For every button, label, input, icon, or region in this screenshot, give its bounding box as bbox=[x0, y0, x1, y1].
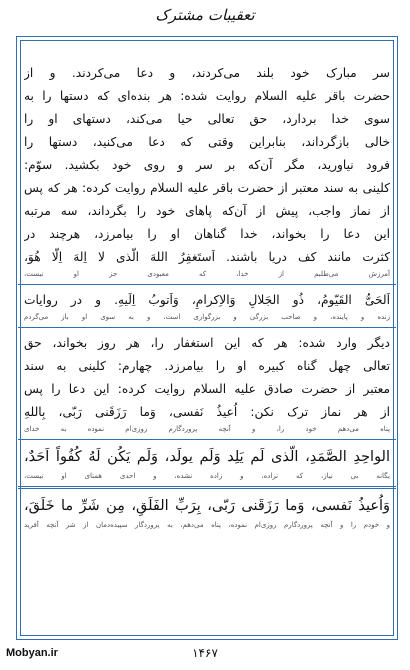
translation-gloss: و خودم را و آنچه پروردگارم روزی‌ام نموده، پناه می‌دهم، به پروردگار سپیده‌دمان از شر آنچه آفرید bbox=[24, 521, 390, 529]
text-line: سوی خدا بردارد، حق تعالی حیا می‌کند، دستهای او را bbox=[24, 112, 390, 126]
paragraph-2 bbox=[24, 332, 390, 424]
text-line: از نماز واجب، پیش از آن‌که پاهای خود را بگرداند، سه مرتبه bbox=[24, 204, 390, 218]
divider bbox=[18, 327, 396, 328]
page-footer bbox=[0, 642, 410, 666]
divider bbox=[18, 486, 396, 489]
divider bbox=[18, 439, 396, 440]
divider bbox=[18, 284, 396, 285]
page-header-title: تعقیبات مشترک bbox=[155, 6, 255, 24]
text-line: فرود نیاورید، مگر آن‌که بر سر و روی خود بکشید. سوّم: bbox=[24, 158, 390, 172]
translation-gloss: پناه می‌دهم خود را، و آنچه پروردگارم روزی‌ام نموده به خدای bbox=[24, 425, 390, 433]
text-line: کلینی به سند معتبر از حضرت باقر علیه السلام روایت کرده: هر که پس bbox=[24, 181, 390, 195]
text-line: کثرت مانند کف دریا باشند. اَستَغفِرُ اللهَ الّذی لا اِلهَ اِلّا هُوَ، bbox=[24, 250, 390, 264]
text-line: سر مبارک خود بلند می‌کردند، و دعا می‌کردند. و از bbox=[24, 66, 390, 80]
text-line: از هر نماز ترک نکن: اُعیذُ نَفسی، وَما رَزَقَنی رَبّی، بِاللهِ bbox=[24, 405, 390, 419]
translation-gloss: یگانه بی نیاز، که نزاده، و زاده نشده، و احدی همتای او نیست، bbox=[24, 472, 390, 480]
translation-gloss: زنده و پاینده، و صاحب بزرگی و بزرگواری است، و به سوی او باز می‌گردم bbox=[24, 313, 390, 321]
text-line: حضرت باقر علیه السلام روایت شده: هر بنده‌ای که دستها را به bbox=[24, 89, 390, 103]
page-content bbox=[24, 62, 390, 531]
paragraph-1 bbox=[24, 62, 390, 269]
text-line: دیگر وارد شده: هر که این استغفار را، هر روز بخواند، حق bbox=[24, 336, 390, 350]
dua-line: الواحِدِ الصَّمَدِ، الّذی لَم یَلِد وَلَم یولَد، وَلَم یَکُن لَهُ کُفُواً اَحَدٌ، bbox=[24, 449, 390, 465]
site-watermark: Mobyan.ir bbox=[6, 647, 58, 659]
dua-line: وَاُعیذُ نَفسی، وَما رَزَقَنی رَبّی، بِرَبِّ الفَلَقِ، مِن شَرِّ ما خَلَقَ، bbox=[24, 498, 390, 514]
translation-gloss: آمرزش می‌طلبم از خدا، که معبودی جز او نیست، bbox=[24, 270, 390, 278]
page-number: ۱۴۶۷ bbox=[192, 646, 218, 660]
text-line: اَلحَیُّ القَیّومُ، ذُو الجَلالِ وَالاِکرامِ، وَاَتوبُ اِلَیهِ. و در روایات bbox=[24, 293, 390, 307]
text-line: خالی بازگرداند، بنابراین وقتی که دعا می‌کنید، دستها را bbox=[24, 135, 390, 149]
text-line: معتبر از حضرت صادق علیه السلام روایت کرده: این دعا را پس bbox=[24, 382, 390, 396]
text-line: این دعا را بخواند، خدا گناهان او را بیامرزد، هرچند در bbox=[24, 227, 390, 241]
text-line: تعالی چهل گناه کبیره او را بیامرزد. چهارم: کلینی به سند bbox=[24, 359, 390, 373]
